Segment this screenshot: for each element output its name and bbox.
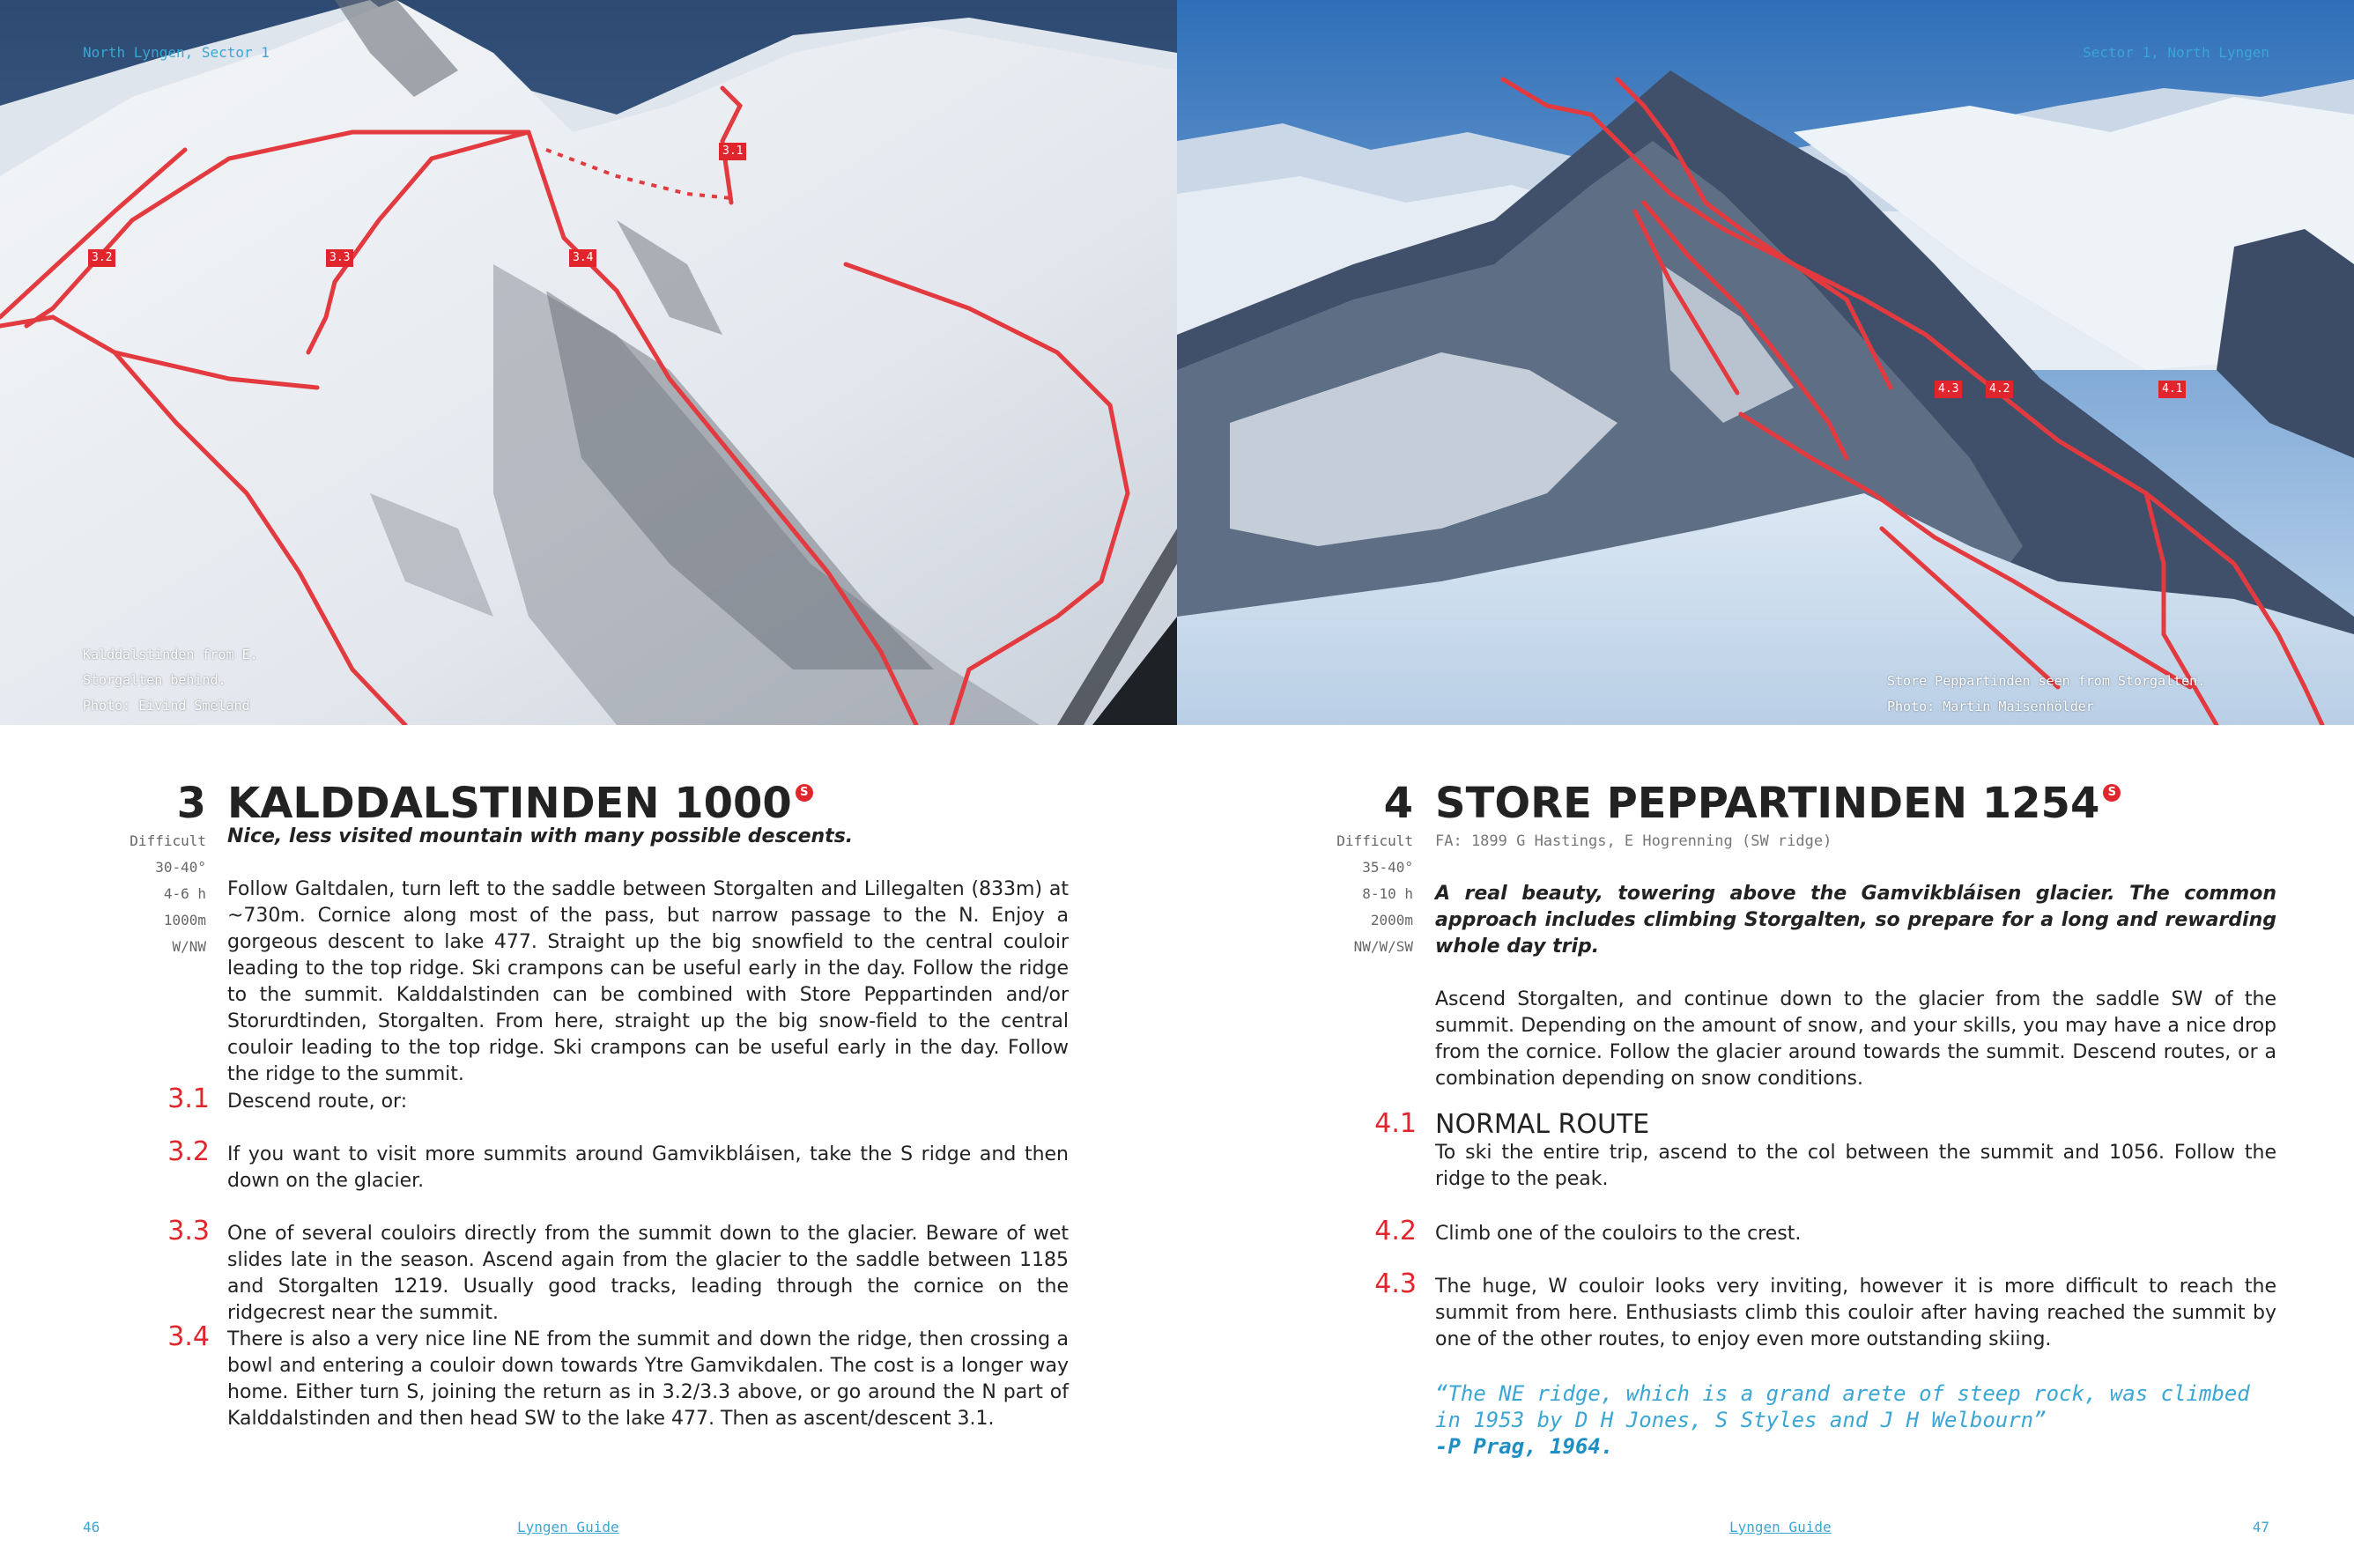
stat-angle: 35-40° bbox=[1362, 859, 1413, 876]
photo-store-peppartinden bbox=[1177, 0, 2354, 725]
stats-column bbox=[92, 828, 206, 960]
route-text: To ski the entire trip, ascend to the col between the summit and 1056. Follow the ridge to the peak. bbox=[1435, 1142, 2276, 1190]
route-label-4-3: 4.3 bbox=[1935, 381, 1962, 398]
difficulty-badge-icon: S bbox=[2103, 784, 2121, 802]
route-label-4-1: 4.1 bbox=[2158, 381, 2186, 398]
entry-title-row bbox=[227, 779, 813, 828]
stat-aspect: NW/W/SW bbox=[1353, 938, 1413, 955]
route-number: 3.3 bbox=[167, 1216, 210, 1246]
mountain-illustration-right bbox=[1177, 0, 2354, 725]
stats-column bbox=[1299, 828, 1413, 960]
entry-body bbox=[1435, 828, 2276, 1092]
entry-subtitle: Nice, less visited mountain with many possible descents. bbox=[227, 825, 854, 847]
route-number: 4.1 bbox=[1374, 1108, 1417, 1139]
stat-angle: 30-40° bbox=[155, 859, 206, 876]
entry-title: KALDDALSTINDEN 1000 bbox=[227, 779, 792, 828]
route-text: One of several couloirs directly from the summit down to the glacier. Beware of wet slides late in the season. Ascend again from the glacier to the saddle between 1185 and Storgalten 1219. Usually good tracks, leading through the cornice on the ridgecrest near the summit. bbox=[227, 1223, 1069, 1324]
stat-difficulty: Difficult bbox=[1336, 832, 1413, 849]
caption-line: Kalddalstinden from E. bbox=[83, 647, 258, 662]
route-label-3-3: 3.3 bbox=[326, 249, 353, 267]
entry-number: 3 bbox=[176, 779, 206, 828]
entry-body bbox=[227, 824, 1069, 1088]
stat-aspect: W/NW bbox=[172, 938, 206, 955]
quote-text: “The NE ridge, which is a grand arete of steep rock, was climbed in 1953 by D H Jones, S Styles and J H Welbourn” bbox=[1435, 1381, 2250, 1432]
running-head-right: Sector 1, North Lyngen bbox=[2083, 44, 2269, 61]
stat-difficulty: Difficult bbox=[130, 832, 206, 849]
stat-elevation: 1000m bbox=[163, 912, 206, 928]
stat-time: 8-10 h bbox=[1362, 885, 1413, 902]
photo-caption-left bbox=[83, 642, 258, 719]
entry-title-row bbox=[1435, 779, 2121, 828]
entry-subtitle: A real beauty, towering above the Gamvikbláisen glacier. The common approach includes climbing Storgalten, so prepare for a long and rewarding whole day trip. bbox=[1435, 883, 2276, 958]
route-number: 4.2 bbox=[1374, 1216, 1417, 1246]
route-number: 3.1 bbox=[167, 1084, 210, 1114]
mountain-illustration-left bbox=[0, 0, 1177, 725]
route-number: 3.4 bbox=[167, 1321, 210, 1352]
running-head-left: North Lyngen, Sector 1 bbox=[83, 44, 270, 61]
route-text: Descend route, or: bbox=[227, 1091, 408, 1113]
photo-kalddalstinden bbox=[0, 0, 1177, 725]
route-number: 3.2 bbox=[167, 1136, 210, 1167]
caption-line: Storgalten behind. bbox=[83, 672, 226, 688]
entry-description: Follow Galtdalen, turn left to the saddle between Storgalten and Lillegalten (833m) at ~730m. Cornice along most of the pass, but narrow passage to the N. Enjoy a gorgeous descent to lake 477. Straight up the big snowfield to the central couloir leading to the top ridge. Ski crampons can be useful early in the day. Follow the ridge to the summit. Kalddalstinden can be combined with Store Peppartinden and/or Storurdtinden, Storgalten. From here, straight up the big snow-field to the central couloir leading to the top ridge. Ski crampons can be useful early in the day. Follow the ridge to the summit. bbox=[227, 878, 1069, 1085]
route-number: 4.3 bbox=[1374, 1268, 1417, 1299]
route-label-4-2: 4.2 bbox=[1986, 381, 2013, 398]
route-text: If you want to visit more summits around Gamvikbláisen, take the S ridge and then down on the glacier. bbox=[227, 1143, 1069, 1192]
entry-description: Ascend Storgalten, and continue down to the glacier from the saddle SW of the summit. Depending on the amount of snow, and your skills, you may have a nice drop from the cornice. Follow the glacier around towards the summit. Descend routes, or a combination depending on snow conditions. bbox=[1435, 988, 2276, 1090]
route-text: The huge, W couloir looks very inviting, however it is more difficult to reach the summit from here. Enthusiasts climb this couloir after having reached the summit by one of the other routes, to enjoy even more outstanding skiing. bbox=[1435, 1276, 2276, 1350]
footer-title-link-left[interactable]: Lyngen Guide bbox=[517, 1519, 619, 1535]
route-text: There is also a very nice line NE from the summit and down the ridge, then crossing a bowl and entering a couloir down towards Ytre Gamvikdalen. The cost is a longer way home. Either turn S, joining the return as in 3.2/3.3 above, or go around the N part of Kalddalstinden and then head SW to the lake 477. Then as ascent/descent 3.1. bbox=[227, 1328, 1069, 1430]
caption-line: Photo: Eivind Smeland bbox=[83, 698, 250, 714]
route-label-3-4: 3.4 bbox=[569, 249, 596, 267]
difficulty-badge-icon: S bbox=[796, 784, 813, 802]
entry-number: 4 bbox=[1383, 779, 1413, 828]
footer-title-link-right[interactable]: Lyngen Guide bbox=[1729, 1519, 1832, 1535]
stat-elevation: 2000m bbox=[1370, 912, 1413, 928]
entry-title: STORE PEPPARTINDEN 1254 bbox=[1435, 779, 2100, 828]
first-ascent-line: FA: 1899 G Hastings, E Hogrenning (SW ridge) bbox=[1435, 832, 1832, 850]
route-label-3-1: 3.1 bbox=[719, 143, 746, 160]
page-number-right: 47 bbox=[2252, 1519, 2269, 1535]
photo-caption-right bbox=[1887, 669, 2205, 720]
caption-line: Store Peppartinden seen from Storgalten. bbox=[1887, 673, 2206, 689]
route-block bbox=[1435, 1110, 2276, 1193]
route-label-3-2: 3.2 bbox=[88, 249, 115, 267]
stat-time: 4-6 h bbox=[163, 885, 206, 902]
caption-line: Photo: Martin Maisenhölder bbox=[1887, 699, 2094, 714]
route-text: Climb one of the couloirs to the crest. bbox=[1435, 1223, 1802, 1245]
quote-author: -P Prag, 1964. bbox=[1435, 1434, 1614, 1459]
route-heading: NORMAL ROUTE bbox=[1435, 1109, 1650, 1140]
page-number-left: 46 bbox=[83, 1519, 100, 1535]
historical-quote bbox=[1435, 1380, 2276, 1460]
